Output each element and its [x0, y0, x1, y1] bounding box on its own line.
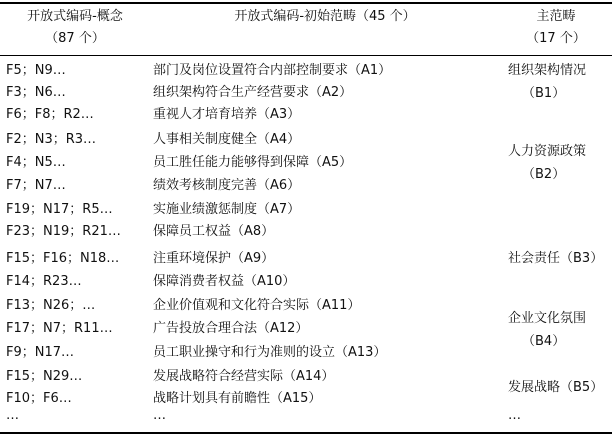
initial-category-cell: 保障消费者权益（A10） — [153, 274, 296, 289]
header-main-categories — [500, 6, 612, 50]
initial-category-cell: 绩效考核制度完善（A6） — [153, 178, 301, 193]
concept-cell: F4；N5… — [6, 155, 66, 170]
initial-category-cell: 保障员工权益（A8） — [153, 224, 275, 239]
header-main-categories-title: 主范畴 — [536, 9, 576, 24]
main-category-b2-label: 人力资源政策 — [508, 144, 587, 159]
initial-category-cell: 发展战略符合经营实际（A14） — [153, 369, 335, 384]
concept-cell: F5；N9… — [6, 63, 66, 78]
header-initial-categories: 开放式编码-初始范畴（45 个） — [234, 9, 416, 24]
concept-cell: F14；R23… — [6, 274, 82, 289]
header-concepts-count: （87 个） — [45, 31, 105, 46]
initial-category-cell: 广告投放合理合法（A12） — [153, 321, 309, 336]
concept-cell: … — [6, 408, 19, 423]
concept-cell: F2；N3；R3… — [6, 132, 97, 147]
initial-category-cell: … — [153, 408, 166, 423]
main-category-b1-code: （B1） — [522, 86, 566, 101]
initial-category-cell: 企业价值观和文化符合实际（A11） — [153, 298, 361, 313]
main-category-b1-label: 组织架构情况 — [508, 63, 587, 78]
initial-category-cell: 人事相关制度健全（A4） — [153, 132, 301, 147]
header-concepts — [0, 6, 150, 50]
concept-cell: F23；N19；R21… — [6, 224, 121, 239]
initial-category-cell: 组织架构符合生产经营要求（A2） — [153, 85, 353, 100]
main-category-b4-label: 企业文化氛围 — [508, 311, 587, 326]
concept-cell: F7；N7… — [6, 178, 66, 193]
table-top-rule — [0, 2, 612, 4]
main-category-b2-code: （B2） — [522, 167, 566, 182]
initial-category-cell: 注重环境保护（A9） — [153, 251, 275, 266]
concept-cell: F17；N7；R11… — [6, 321, 113, 336]
concept-cell: F15；N29… — [6, 369, 83, 384]
concept-cell: F6；F8；R2… — [6, 107, 94, 122]
initial-category-cell: 实施业绩激惩制度（A7） — [153, 202, 301, 217]
concept-cell: F10；F6… — [6, 391, 72, 406]
header-main-categories-count: （17 个） — [526, 31, 586, 46]
header-concepts-title: 开放式编码-概念 — [27, 9, 123, 24]
initial-category-cell: 战略计划具有前瞻性（A15） — [153, 391, 322, 406]
initial-category-cell: 员工职业操守和行为准则的设立（A13） — [153, 345, 387, 360]
main-category-b3-label: 社会责任（B3） — [508, 251, 604, 266]
main-category-ellipsis: … — [508, 408, 521, 423]
main-category-b5-label: 发展战略（B5） — [508, 380, 604, 395]
initial-category-cell: 重视人才培育培养（A3） — [153, 107, 301, 122]
initial-category-cell: 员工胜任能力能够得到保障（A5） — [153, 155, 353, 170]
main-category-b4-code: （B4） — [522, 334, 566, 349]
concept-cell: F15；F16；N18… — [6, 251, 120, 266]
concept-cell: F3；N6… — [6, 85, 66, 100]
concept-cell: F13；N26；… — [6, 298, 96, 313]
table-bottom-rule — [0, 432, 612, 434]
concept-cell: F19；N17；R5… — [6, 202, 113, 217]
concept-cell: F9；N17… — [6, 345, 75, 360]
initial-category-cell: 部门及岗位设置符合内部控制要求（A1） — [153, 63, 392, 78]
header-divider-rule — [0, 55, 612, 56]
